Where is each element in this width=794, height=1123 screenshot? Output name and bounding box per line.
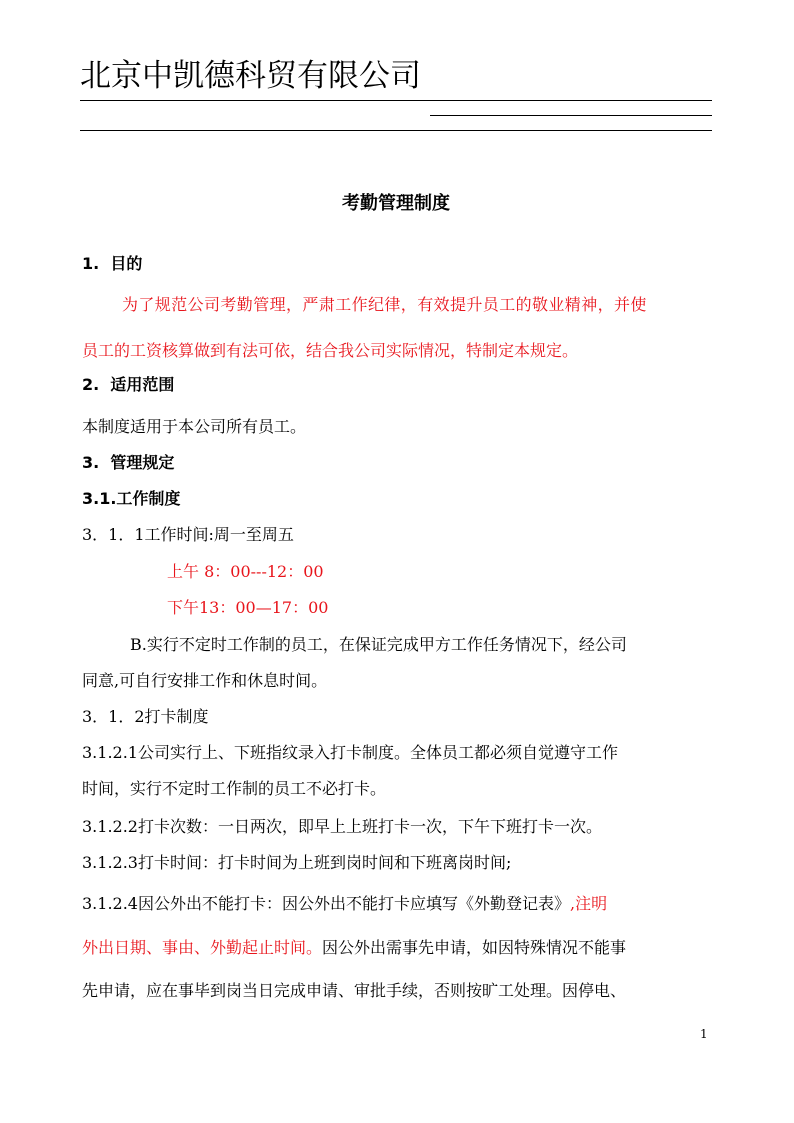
item-3-1-1: 3．1．1工作时间:周一至周五	[82, 525, 294, 544]
header-rule-short	[430, 115, 712, 116]
section-1-heading	[82, 251, 712, 277]
item-3-1-2-4-line-2	[82, 935, 712, 961]
section-3-title: 管理规定	[110, 453, 175, 472]
header-rule-bottom	[80, 130, 712, 131]
section-2-title: 适用范围	[110, 375, 175, 394]
item-3-1-2-4-line-3: 先申请，应在事毕到岗当日完成申请、审批手续，否则按旷工处理。因停电、	[82, 981, 627, 1000]
page-number: 1	[700, 1027, 708, 1041]
afternoon-hours: 下午13：00—17：00	[167, 598, 329, 617]
section-1-title: 目的	[110, 254, 143, 273]
morning-hours: 上午 8：00---12：00	[167, 562, 324, 581]
item-3-1-2-4-black-rest: 因公外出需事先申请，如因特殊情况不能事	[322, 938, 627, 957]
item-3-1-2-3: 3.1.2.3打卡时间：打卡时间为上班到岗时间和下班离岗时间;	[82, 853, 512, 872]
item-3-1-2-2: 3.1.2.2打卡次数：一日两次，即早上上班打卡一次，下午下班打卡一次。	[82, 817, 602, 836]
document-title: 考勤管理制度	[342, 193, 450, 214]
section-3-heading	[82, 450, 712, 476]
purpose-line-2: 员工的工资核算做到有法可依，结合我公司实际情况，特制定本规定。	[82, 341, 579, 360]
item-3-1-2-4-red-start: 外出日期、事由、外勤起止时间。	[82, 938, 323, 957]
item-3-1-2-1-line-1: 3.1.2.1公司实行上、下班指纹录入打卡制度。全体员工都必须自觉遵守工作	[82, 743, 618, 762]
section-2-heading	[82, 372, 712, 398]
item-b-line-2: 同意,可自行安排工作和休息时间。	[82, 671, 328, 690]
section-2-number: 2.	[82, 375, 100, 394]
item-3-1-2-4-red-text: ,注明	[569, 894, 608, 913]
item-b-line-1: B.实行不定时工作制的员工，在保证完成甲方工作任务情况下，经公司	[130, 635, 627, 654]
section-1-number: 1.	[82, 254, 100, 273]
item-3-1-2-4-line-1	[82, 891, 712, 917]
header-rule-top	[80, 100, 712, 101]
section-3-number: 3.	[82, 453, 100, 472]
scope-text: 本制度适用于本公司所有员工。	[82, 417, 307, 436]
item-3-1-2-4-text: 3.1.2.4因公外出不能打卡：因公外出不能打卡应填写《外勤登记表》	[82, 894, 570, 913]
section-3-1-heading: 3.1.工作制度	[82, 489, 181, 508]
purpose-line-1: 为了规范公司考勤管理，严肃工作纪律，有效提升员工的敬业精神，并使	[122, 295, 647, 314]
company-name: 北京中凯德科贸有限公司	[80, 58, 421, 94]
item-3-1-2: 3．1．2打卡制度	[82, 707, 209, 726]
item-3-1-2-1-line-2: 时间，实行不定时工作制的员工不必打卡。	[82, 779, 387, 798]
